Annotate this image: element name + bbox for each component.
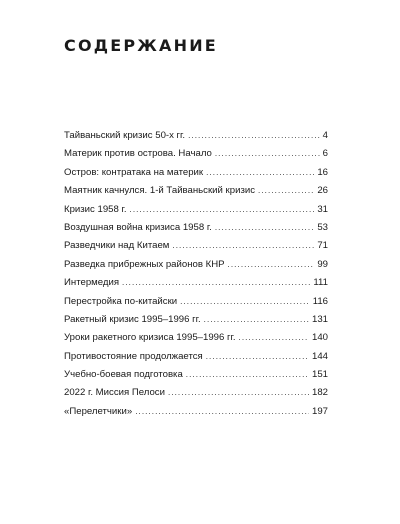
toc-entry — [64, 204, 328, 222]
toc-entry-title: Разведчики над Китаем — [64, 240, 170, 252]
page-title: СОДЕРЖАНИЕ — [64, 36, 218, 55]
toc-leader-dots — [130, 205, 315, 214]
toc-entry-title: Интермедия — [64, 277, 120, 289]
toc-entry — [64, 130, 328, 148]
toc-leader-dots — [135, 407, 309, 416]
toc-entry-page: 182 — [311, 387, 328, 399]
toc-entry-page: 71 — [317, 240, 328, 252]
toc-leader-dots — [186, 370, 309, 379]
toc-entry-page: 53 — [317, 221, 328, 233]
toc-entry-page: 99 — [317, 258, 328, 270]
toc-entry-title: «Перелетчики» — [64, 405, 133, 417]
toc-entry — [64, 314, 328, 332]
table-of-contents — [64, 130, 328, 424]
toc-leader-dots — [206, 168, 314, 177]
toc-entry-page: 116 — [312, 295, 328, 307]
toc-leader-dots — [172, 241, 314, 250]
toc-entry-page: 131 — [311, 313, 328, 325]
toc-entry-title: Тайваньский кризис 50-х гг. — [64, 130, 186, 141]
toc-leader-dots — [228, 260, 315, 269]
toc-entry-title: 2022 г. Миссия Пелоси — [64, 387, 165, 399]
toc-entry-page: 140 — [311, 332, 328, 344]
toc-leader-dots — [168, 388, 309, 397]
toc-entry — [64, 240, 328, 258]
toc-entry-page: 197 — [311, 405, 328, 417]
toc-leader-dots — [122, 278, 310, 287]
toc-entry-page: 111 — [313, 277, 328, 289]
toc-entry — [64, 406, 328, 424]
toc-entry — [64, 259, 328, 277]
toc-leader-dots — [180, 297, 310, 306]
toc-entry — [64, 222, 328, 240]
toc-entry — [64, 351, 328, 369]
toc-entry-title: Остров: контратака на материк — [64, 166, 204, 178]
toc-entry-page: 6 — [322, 148, 328, 160]
toc-leader-dots — [258, 186, 314, 195]
toc-leader-dots — [204, 315, 309, 324]
toc-entry-title: Маятник качнулся. 1-й Тайваньский кризис — [64, 185, 256, 197]
toc-entry-title: Кризис 1958 г. — [64, 203, 127, 215]
toc-entry-title: Воздушная война кризиса 1958 г. — [64, 221, 212, 233]
toc-entry-page: 26 — [317, 185, 328, 197]
toc-entry-title: Противостояние продолжается — [64, 350, 203, 362]
toc-entry-title: Разведка прибрежных районов КНР — [64, 258, 225, 270]
toc-leader-dots — [215, 149, 320, 158]
toc-entry-page: 31 — [317, 203, 328, 215]
toc-entry — [64, 369, 328, 387]
toc-leader-dots — [206, 352, 309, 361]
toc-entry-page: 151 — [311, 369, 328, 381]
toc-leader-dots — [239, 333, 309, 342]
toc-entry — [64, 296, 328, 314]
toc-entry — [64, 148, 328, 166]
toc-entry-title: Уроки ракетного кризиса 1995–1996 гг. — [64, 332, 236, 344]
toc-entry-title: Перестройка по-китайски — [64, 295, 178, 307]
toc-entry — [64, 185, 328, 203]
toc-entry-title: Ракетный кризис 1995–1996 гг. — [64, 313, 201, 325]
toc-entry — [64, 332, 328, 350]
toc-entry — [64, 387, 328, 405]
toc-entry-title: Материк против острова. Начало — [64, 148, 212, 160]
toc-entry-title: Учебно-боевая подготовка — [64, 369, 183, 381]
toc-entry-page: 4 — [322, 130, 328, 141]
toc-entry-page: 16 — [317, 166, 328, 178]
toc-leader-dots — [188, 131, 320, 140]
toc-entry — [64, 277, 328, 295]
toc-entry — [64, 167, 328, 185]
toc-entry-page: 144 — [311, 350, 328, 362]
toc-leader-dots — [215, 223, 314, 232]
